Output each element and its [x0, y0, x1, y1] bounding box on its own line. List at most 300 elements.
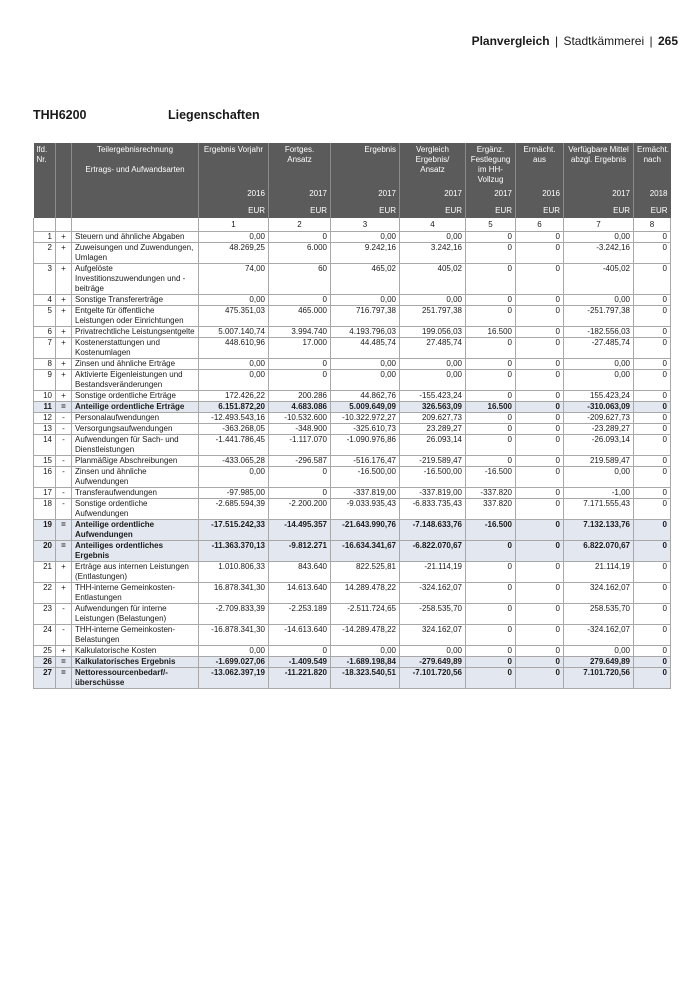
year-cell: 2017 [269, 185, 331, 203]
row-value: -16.500,00 [400, 467, 466, 488]
row-value: 16.500 [466, 327, 516, 338]
row-value: 0,00 [331, 295, 400, 306]
header-cell: Fortges. Ansatz [269, 143, 331, 185]
row-operator: - [56, 456, 72, 467]
row-value: -7.148.633,76 [400, 520, 466, 541]
row-number: 17 [34, 488, 56, 499]
row-value: -325.610,73 [331, 424, 400, 435]
row-label: Versorgungsaufwendungen [72, 424, 199, 435]
row-value: 0 [634, 541, 671, 562]
row-value: 0,00 [564, 295, 634, 306]
row-value: 0,00 [199, 467, 269, 488]
page-number: 265 [657, 34, 678, 48]
table-row [34, 435, 671, 456]
row-number: 7 [34, 338, 56, 359]
row-operator: + [56, 306, 72, 327]
row-value: 0 [634, 668, 671, 689]
row-label: Privatrechtliche Leistungsentgelte [72, 327, 199, 338]
row-label: Zinsen und ähnliche Erträge [72, 359, 199, 370]
row-value: 0 [516, 370, 564, 391]
empty-cell [34, 218, 56, 232]
row-value: -9.033.935,43 [331, 499, 400, 520]
row-value: 5.009.649,09 [331, 402, 400, 413]
row-value: -363.268,05 [199, 424, 269, 435]
row-value: 0 [466, 424, 516, 435]
header-cell: Ergebnis [331, 143, 400, 185]
row-value: -337.819,00 [331, 488, 400, 499]
row-value: 7.132.133,76 [564, 520, 634, 541]
row-value: 0 [466, 359, 516, 370]
row-operator: + [56, 583, 72, 604]
row-value: 0 [466, 604, 516, 625]
row-number: 8 [34, 359, 56, 370]
row-value: -3.242,16 [564, 243, 634, 264]
row-number: 4 [34, 295, 56, 306]
row-value: -219.589,47 [400, 456, 466, 467]
row-number: 11 [34, 402, 56, 413]
table-row [34, 646, 671, 657]
row-value: -16.634.341,67 [331, 541, 400, 562]
row-value: -348.900 [269, 424, 331, 435]
row-number: 14 [34, 435, 56, 456]
column-number: 1 [199, 218, 269, 232]
column-number: 3 [331, 218, 400, 232]
row-number: 6 [34, 327, 56, 338]
table-row [34, 327, 671, 338]
header-cell: Ergebnis Vorjahr [199, 143, 269, 185]
row-value: 4.683.086 [269, 402, 331, 413]
row-value: 0 [634, 391, 671, 402]
row-number: 5 [34, 306, 56, 327]
header-cell [72, 143, 199, 185]
title-code: THH6200 [33, 108, 87, 122]
table-row [34, 488, 671, 499]
row-value: -18.323.540,51 [331, 668, 400, 689]
row-label: Zinsen und ähnliche Aufwendungen [72, 467, 199, 488]
row-operator: = [56, 402, 72, 413]
row-value: 0 [466, 583, 516, 604]
header-cell: Ergänz. Festlegung im HH-Vollzug [466, 143, 516, 185]
row-value: 0 [466, 625, 516, 646]
row-value: -16.500,00 [331, 467, 400, 488]
row-label: Aufgelöste Investitionszuwendungen und -beiträge [72, 264, 199, 295]
row-value: 0,00 [331, 370, 400, 391]
row-value: 0 [269, 295, 331, 306]
row-label: Anteilige ordentliche Erträge [72, 402, 199, 413]
row-value: 0 [466, 232, 516, 243]
row-operator: = [56, 520, 72, 541]
column-number: 7 [564, 218, 634, 232]
row-value: 219.589,47 [564, 456, 634, 467]
row-value: -10.322.972,27 [331, 413, 400, 424]
row-value: -1.117.070 [269, 435, 331, 456]
row-value: 0,00 [564, 370, 634, 391]
row-value: 4.193.796,03 [331, 327, 400, 338]
row-label: Sonstige Transfererträge [72, 295, 199, 306]
row-label: Kostenerstattungen und Kostenumlagen [72, 338, 199, 359]
row-number: 15 [34, 456, 56, 467]
row-value: 0,00 [400, 359, 466, 370]
row-value: 0,00 [199, 359, 269, 370]
row-value: 0 [516, 338, 564, 359]
row-value: 0 [269, 370, 331, 391]
year-cell: 2017 [564, 185, 634, 203]
row-value: 0 [466, 243, 516, 264]
row-operator: + [56, 338, 72, 359]
header-empty-cell [72, 203, 199, 218]
row-number: 24 [34, 625, 56, 646]
row-value: 0 [516, 583, 564, 604]
row-value: -17.515.242,33 [199, 520, 269, 541]
row-value: 0 [634, 232, 671, 243]
row-value: -6.822.070,67 [400, 541, 466, 562]
row-value: -337.819,00 [400, 488, 466, 499]
row-value: 0 [516, 359, 564, 370]
row-value: 0 [516, 413, 564, 424]
row-value: 0 [634, 456, 671, 467]
row-value: -155.423,24 [400, 391, 466, 402]
row-value: 0,00 [199, 646, 269, 657]
row-value: 74,00 [199, 264, 269, 295]
row-value: 0 [634, 562, 671, 583]
row-value: -1.441.786,45 [199, 435, 269, 456]
row-operator: - [56, 604, 72, 625]
row-value: 0 [634, 435, 671, 456]
row-value: 6.822.070,67 [564, 541, 634, 562]
row-value: 0 [634, 467, 671, 488]
row-value: 0 [516, 499, 564, 520]
table-row [34, 359, 671, 370]
row-value: -1.689.198,84 [331, 657, 400, 668]
row-value: 27.485,74 [400, 338, 466, 359]
row-value: 0 [269, 232, 331, 243]
row-value: 0,00 [400, 295, 466, 306]
header-cell: lfd. Nr. [34, 143, 56, 185]
row-value: 0 [466, 264, 516, 295]
row-value: -14.613.640 [269, 625, 331, 646]
row-label: Personalaufwendungen [72, 413, 199, 424]
row-value: 0 [466, 541, 516, 562]
row-value: 0,00 [400, 232, 466, 243]
table-row [34, 467, 671, 488]
row-value: 0 [634, 657, 671, 668]
row-value: 0 [516, 562, 564, 583]
row-value: 465,02 [331, 264, 400, 295]
column-number: 8 [634, 218, 671, 232]
row-value: -2.253.189 [269, 604, 331, 625]
row-value: 16.878.341,30 [199, 583, 269, 604]
row-value: 0 [634, 625, 671, 646]
unit-cell: EUR [634, 203, 671, 218]
row-value: 0 [634, 327, 671, 338]
year-cell: 2016 [516, 185, 564, 203]
row-value: -12.493.543,16 [199, 413, 269, 424]
row-value: 0,00 [331, 646, 400, 657]
row-value: 0 [516, 646, 564, 657]
table-row [34, 338, 671, 359]
row-number: 23 [34, 604, 56, 625]
row-value: 0 [516, 456, 564, 467]
row-value: 0 [466, 562, 516, 583]
row-value: 200.286 [269, 391, 331, 402]
row-value: 0 [516, 391, 564, 402]
row-value: 0 [516, 668, 564, 689]
header-department: Stadtkämmerei [563, 34, 645, 48]
row-operator: + [56, 562, 72, 583]
row-value: 0 [516, 520, 564, 541]
row-operator: - [56, 413, 72, 424]
unit-cell: EUR [269, 203, 331, 218]
row-value: 0 [516, 435, 564, 456]
row-number: 13 [34, 424, 56, 435]
table-row [34, 668, 671, 689]
row-value: -11.221.820 [269, 668, 331, 689]
header-empty-cell [56, 203, 72, 218]
row-value: 279.649,89 [564, 657, 634, 668]
row-value: -6.833.735,43 [400, 499, 466, 520]
row-value: -433.065,28 [199, 456, 269, 467]
table-row [34, 583, 671, 604]
row-value: -10.532.600 [269, 413, 331, 424]
row-label: Zuweisungen und Zuwendungen, Umlagen [72, 243, 199, 264]
row-value: 0 [516, 657, 564, 668]
row-value: 5.007.140,74 [199, 327, 269, 338]
row-value: 0 [466, 435, 516, 456]
table-row [34, 541, 671, 562]
row-value: -209.627,73 [564, 413, 634, 424]
row-value: 21.114,19 [564, 562, 634, 583]
header-title: Teilergebnisrechnung [96, 145, 174, 154]
table-row [34, 604, 671, 625]
row-value: 7.101.720,56 [564, 668, 634, 689]
row-value: 0,00 [199, 232, 269, 243]
header-empty-cell [56, 185, 72, 203]
row-value: 326.563,09 [400, 402, 466, 413]
row-value: 0 [634, 488, 671, 499]
row-value: -23.289,27 [564, 424, 634, 435]
row-value: 0 [634, 306, 671, 327]
table-row [34, 306, 671, 327]
row-value: 0 [466, 370, 516, 391]
row-value: 0 [634, 520, 671, 541]
row-value: -324.162,07 [564, 625, 634, 646]
row-value: -279.649,89 [400, 657, 466, 668]
row-value: 0 [466, 668, 516, 689]
table-row [34, 391, 671, 402]
row-label: THH-interne Gemeinkosten-Entlastungen [72, 583, 199, 604]
row-value: 0 [516, 295, 564, 306]
row-value: -14.289.478,22 [331, 625, 400, 646]
header-subtitle: Ertrags- und Aufwandsarten [85, 165, 185, 174]
row-value: 209.627,73 [400, 413, 466, 424]
table-row [34, 657, 671, 668]
row-label: Aufwendungen für interne Leistungen (Belastungen) [72, 604, 199, 625]
row-value: 1.010.806,33 [199, 562, 269, 583]
row-value: -324.162,07 [400, 583, 466, 604]
row-number: 18 [34, 499, 56, 520]
row-operator: + [56, 359, 72, 370]
row-value: -337.820 [466, 488, 516, 499]
row-value: 0 [634, 583, 671, 604]
row-value: -1,00 [564, 488, 634, 499]
row-label: Steuern und ähnliche Abgaben [72, 232, 199, 243]
row-value: -1.699.027,06 [199, 657, 269, 668]
row-operator: + [56, 327, 72, 338]
row-number: 10 [34, 391, 56, 402]
column-number: 5 [466, 218, 516, 232]
row-label: Entgelte für öffentliche Leistungen oder Einrichtungen [72, 306, 199, 327]
row-value: -2.709.833,39 [199, 604, 269, 625]
row-value: 0 [516, 243, 564, 264]
row-label: THH-interne Gemeinkosten-Belastungen [72, 625, 199, 646]
row-value: -97.985,00 [199, 488, 269, 499]
row-value: 0 [634, 338, 671, 359]
table-header [34, 143, 671, 218]
row-value: -2.200.200 [269, 499, 331, 520]
row-value: -11.363.370,13 [199, 541, 269, 562]
row-operator: - [56, 424, 72, 435]
row-value: 44.862,76 [331, 391, 400, 402]
row-label: Transferaufwendungen [72, 488, 199, 499]
row-label: Aktivierte Eigenleistungen und Bestandsveränderungen [72, 370, 199, 391]
year-cell: 2017 [331, 185, 400, 203]
table-row [34, 625, 671, 646]
row-value: 0 [634, 413, 671, 424]
table-row [34, 520, 671, 541]
row-number: 22 [34, 583, 56, 604]
row-number: 2 [34, 243, 56, 264]
row-value: 0 [634, 243, 671, 264]
row-value: 3.242,16 [400, 243, 466, 264]
row-value: 199.056,03 [400, 327, 466, 338]
header-cell [56, 143, 72, 185]
row-value: 0 [466, 391, 516, 402]
row-value: 324.162,07 [564, 583, 634, 604]
row-value: 155.423,24 [564, 391, 634, 402]
empty-cell [56, 218, 72, 232]
row-value: 475.351,03 [199, 306, 269, 327]
row-value: -296.587 [269, 456, 331, 467]
row-value: -9.812.271 [269, 541, 331, 562]
row-value: 0 [634, 402, 671, 413]
row-value: 0 [516, 488, 564, 499]
row-value: 0 [634, 359, 671, 370]
table-row [34, 295, 671, 306]
row-value: -26.093,14 [564, 435, 634, 456]
financial-table [33, 143, 671, 689]
year-cell: 2017 [466, 185, 516, 203]
header-empty-cell [72, 185, 199, 203]
row-value: 0 [269, 359, 331, 370]
header-empty-cell [34, 203, 56, 218]
row-value: 0 [634, 295, 671, 306]
row-operator: + [56, 243, 72, 264]
row-operator: - [56, 467, 72, 488]
row-value: -182.556,03 [564, 327, 634, 338]
unit-cell: EUR [331, 203, 400, 218]
row-value: 0 [634, 370, 671, 391]
row-value: 26.093,14 [400, 435, 466, 456]
row-operator: - [56, 499, 72, 520]
row-value: 0,00 [400, 370, 466, 391]
row-value: -251.797,38 [564, 306, 634, 327]
row-value: 44.485,74 [331, 338, 400, 359]
row-value: 172.426,22 [199, 391, 269, 402]
row-value: -16.500 [466, 520, 516, 541]
row-value: -21.114,19 [400, 562, 466, 583]
row-operator: + [56, 370, 72, 391]
row-value: 0 [516, 604, 564, 625]
row-value: 337.820 [466, 499, 516, 520]
row-value: -21.643.990,76 [331, 520, 400, 541]
row-operator: + [56, 232, 72, 243]
column-number: 4 [400, 218, 466, 232]
row-operator: = [56, 668, 72, 689]
header-separator-2: | [649, 34, 653, 48]
table-row [34, 232, 671, 243]
row-value: 0,00 [564, 467, 634, 488]
row-number: 19 [34, 520, 56, 541]
row-value: 716.797,38 [331, 306, 400, 327]
row-label: Aufwendungen für Sach- und Dienstleistungen [72, 435, 199, 456]
row-value: 23.289,27 [400, 424, 466, 435]
row-value: 0,00 [199, 295, 269, 306]
row-operator: + [56, 264, 72, 295]
row-value: 16.500 [466, 402, 516, 413]
row-value: 0 [516, 327, 564, 338]
row-value: -13.062.397,19 [199, 668, 269, 689]
row-value: 0 [516, 264, 564, 295]
row-value: 6.151.872,20 [199, 402, 269, 413]
row-label: Kalkulatorisches Ergebnis [72, 657, 199, 668]
column-number: 2 [269, 218, 331, 232]
row-value: 0 [269, 488, 331, 499]
row-value: 0 [466, 413, 516, 424]
row-value: -405,02 [564, 264, 634, 295]
row-value: -7.101.720,56 [400, 668, 466, 689]
row-label: Kalkulatorische Kosten [72, 646, 199, 657]
row-value: 843.640 [269, 562, 331, 583]
row-value: 0,00 [564, 232, 634, 243]
header-section: Planvergleich [471, 34, 550, 48]
header-empty-cell [34, 185, 56, 203]
row-value: 48.269,25 [199, 243, 269, 264]
unit-cell: EUR [564, 203, 634, 218]
row-value: 0,00 [564, 359, 634, 370]
row-value: 0 [516, 467, 564, 488]
row-value: 822.525,81 [331, 562, 400, 583]
table-row [34, 264, 671, 295]
row-number: 21 [34, 562, 56, 583]
row-value: 0 [516, 306, 564, 327]
row-value: 0 [516, 541, 564, 562]
table-row [34, 562, 671, 583]
row-value: 0 [516, 424, 564, 435]
row-value: 324.162,07 [400, 625, 466, 646]
table-row [34, 370, 671, 391]
row-value: 0 [466, 657, 516, 668]
row-operator: = [56, 541, 72, 562]
unit-cell: EUR [400, 203, 466, 218]
row-value: -1.090.976,86 [331, 435, 400, 456]
row-value: -310.063,09 [564, 402, 634, 413]
table-row [34, 499, 671, 520]
page-title [33, 108, 260, 122]
table-body [34, 218, 671, 689]
table-row [34, 456, 671, 467]
header-cell: Verfügbare Mittel abzgl. Ergebnis [564, 143, 634, 185]
row-value: 0 [634, 424, 671, 435]
